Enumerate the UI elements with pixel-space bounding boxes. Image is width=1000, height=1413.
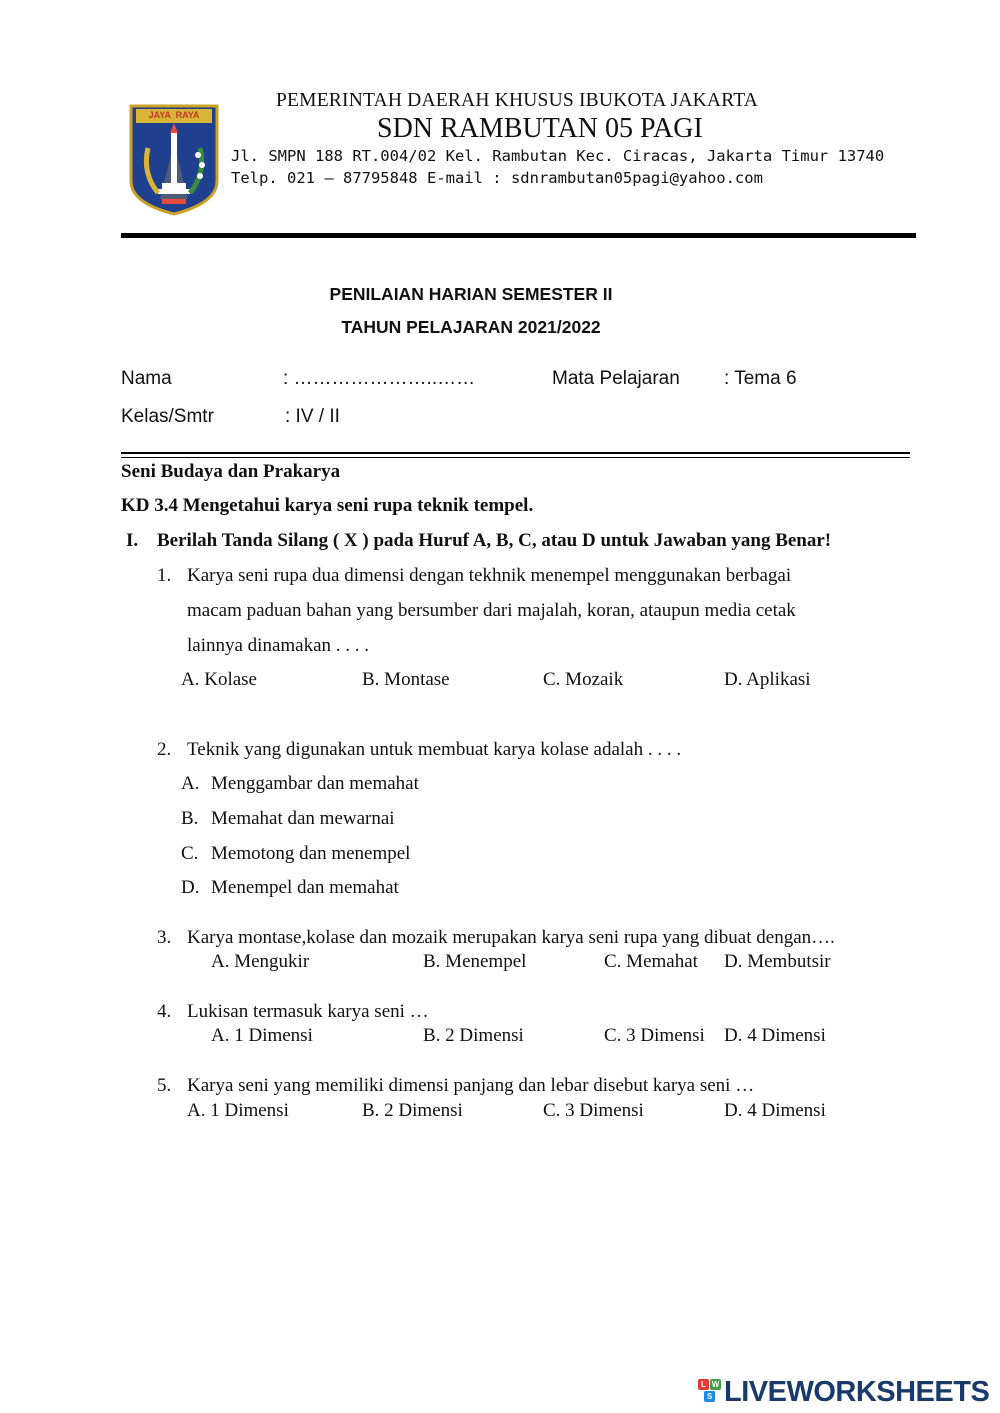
instruction: Berilah Tanda Silang ( X ) pada Huruf A, B, C, atau D untuk Jawaban yang Benar! [157,530,832,551]
answer-option[interactable]: Menempel dan memahat [211,877,399,898]
question-number: 4. [157,1001,172,1022]
school-contact: Telp. 021 – 87795848 E-mail : sdnrambutan05pagi@yahoo.com [231,169,763,187]
mapel-value: : Tema 6 [724,368,797,389]
logo-letter: S [706,1392,713,1401]
exam-title: PENILAIAN HARIAN SEMESTER II [329,284,613,304]
header-divider [121,233,916,238]
question-text: lainnya dinamakan . . . . [187,635,370,656]
school-address: Jl. SMPN 188 RT.004/02 Kel. Rambutan Kec. Ciracas, Jakarta Timur 13740 [231,147,885,165]
question-text: macam paduan bahan yang bersumber dari majalah, koran, ataupun media cetak [187,600,796,621]
logo-block-w [710,1379,721,1390]
option-letter[interactable]: B. [181,808,199,829]
answer-option[interactable]: C. Mozaik [543,669,624,690]
kelas-label: Kelas/Smtr [121,406,214,427]
answer-option[interactable]: B. 2 Dimensi [423,1025,524,1046]
answer-option[interactable]: D. 4 Dimensi [724,1025,826,1046]
logo-text: JAYA RAYA [148,110,200,120]
answer-option[interactable]: B. Menempel [423,951,527,972]
question-text: Karya montase,kolase dan mozaik merupakan karya seni rupa yang dibuat dengan…. [187,927,835,948]
watermark-text: LIVEWORKSHEETS [724,1376,990,1408]
question-text: Teknik yang digunakan untuk membuat karya kolase adalah . . . . [187,739,682,760]
question-number: 3. [157,927,172,948]
option-letter[interactable]: C. [181,843,199,864]
answer-option[interactable]: A. 1 Dimensi [211,1025,313,1046]
nama-field[interactable]: : …………………..…… [283,368,476,389]
section-number: I. [126,530,139,551]
question-number: 1. [157,565,172,586]
nama-label: Nama [121,368,172,389]
answer-option[interactable]: C. Memahat [604,951,698,972]
answer-option[interactable]: D. 4 Dimensi [724,1100,826,1121]
answer-option[interactable]: Memahat dan mewarnai [211,808,395,829]
question-text: Lukisan termasuk karya seni … [187,1001,429,1022]
question-text: Karya seni rupa dua dimensi dengan tekhnik menempel menggunakan berbagai [187,565,792,586]
answer-option[interactable]: Memotong dan menempel [211,843,411,864]
answer-option[interactable]: B. Montase [362,669,450,690]
option-letter[interactable]: A. [181,773,200,794]
answer-option[interactable]: A. Kolase [181,669,257,690]
section-divider [121,452,910,454]
logo-letter: L [701,1380,706,1389]
answer-option[interactable]: A. 1 Dimensi [187,1100,289,1121]
school-name: SDN RAMBUTAN 05 PAGI [377,113,703,144]
logo-block-l [698,1379,709,1390]
question-text: Karya seni yang memiliki dimensi panjang dan lebar disebut karya seni … [187,1075,755,1096]
logo-letter: W [711,1380,720,1389]
kelas-value: : IV / II [285,406,340,427]
answer-option[interactable]: A. Mengukir [211,951,310,972]
logo-block-s [704,1391,715,1402]
liveworksheets-logo [698,1378,998,1410]
section-divider-thin [121,457,910,458]
question-number: 5. [157,1075,172,1096]
answer-option[interactable]: B. 2 Dimensi [362,1100,463,1121]
question-number: 2. [157,739,172,760]
mapel-label: Mata Pelajaran [552,368,680,389]
answer-option[interactable]: C. 3 Dimensi [604,1025,705,1046]
exam-year: TAHUN PELAJARAN 2021/2022 [341,317,601,337]
answer-option[interactable]: Menggambar dan memahat [211,773,419,794]
answer-option[interactable]: D. Aplikasi [724,669,811,690]
option-letter[interactable]: D. [181,877,200,898]
subject-heading: Seni Budaya dan Prakarya [121,461,341,482]
answer-option[interactable]: D. Membutsir [724,951,831,972]
kd-heading: KD 3.4 Mengetahui karya seni rupa teknik tempel. [121,495,534,516]
school-logo [128,103,220,216]
answer-option[interactable]: C. 3 Dimensi [543,1100,644,1121]
government-name: PEMERINTAH DAERAH KHUSUS IBUKOTA JAKARTA [276,90,759,111]
